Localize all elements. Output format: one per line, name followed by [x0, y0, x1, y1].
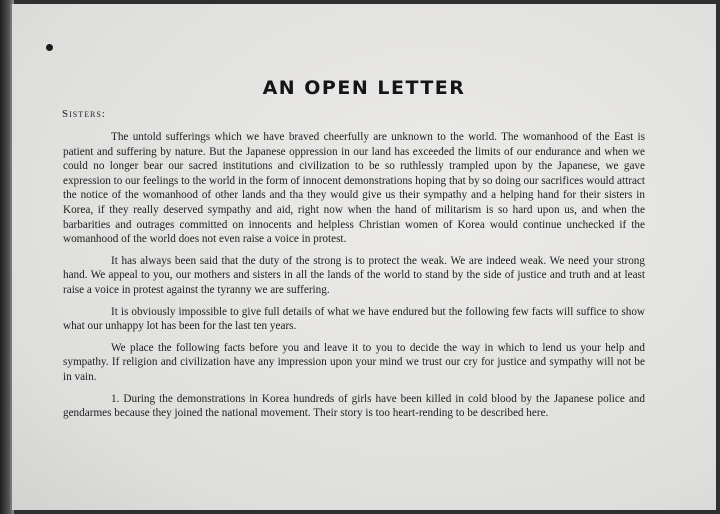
- letter-body: [63, 130, 645, 428]
- document-page: [10, 4, 716, 510]
- paragraph-1: The untold sufferings which we have braved cheerfully are unknown to the world. The womanhood of the East is patient and suffering by nature. But the Japanese oppression in our land has exceeded the limits of our endurance and when we could no longer bear our sacred institutions and civilization to be so ruthlessly trampled upon by the Japanese, we gave expression to our feelings to the world in the form of innocent demonstrations hoping that by so doing our sacrifices would attract the notice of the womanhood of other lands and tha they would give us their sympathy and a helping hand for their sisters in Korea, if they really deserved sympathy and aid, right now when the hand of militarism is so hard upon us, and when the barbarities and outrages committed on innocents and helpless Christian women of Korea would continue unchecked if the womanhood of the world does not even raise a voice in protest.: [63, 131, 645, 246]
- salutation: Sisters:: [62, 108, 106, 120]
- paragraph-3: It is obviously impossible to give full details of what we have endured but the following few facts will suffice to show what our unhappy lot has been for the last ten years.: [63, 305, 645, 333]
- paragraph-4: We place the following facts before you and leave it to you to decide the way in which to lend us your help and sympathy. If religion and civilization have any impression upon your mind we trust our cry for justice and sympathy will not be in vain.: [63, 341, 645, 383]
- paragraph-2: It has always been said that the duty of the strong is to protect the weak. We are indeed weak. We need your strong hand. We appeal to you, our mothers and sisters in all the lands of the world to stand by the side of justice and truth and at least raise a voice in protest against the tyranny we are suffering.: [63, 254, 645, 296]
- page-title: AN OPEN LETTER: [262, 77, 466, 99]
- paragraph-5: 1. During the demonstrations in Korea hundreds of girls have been killed in cold blood by the Japanese police and gendarmes because they joined the national movement. Their story is too heart-rending to be described here.: [63, 392, 645, 420]
- punch-hole: [46, 44, 53, 51]
